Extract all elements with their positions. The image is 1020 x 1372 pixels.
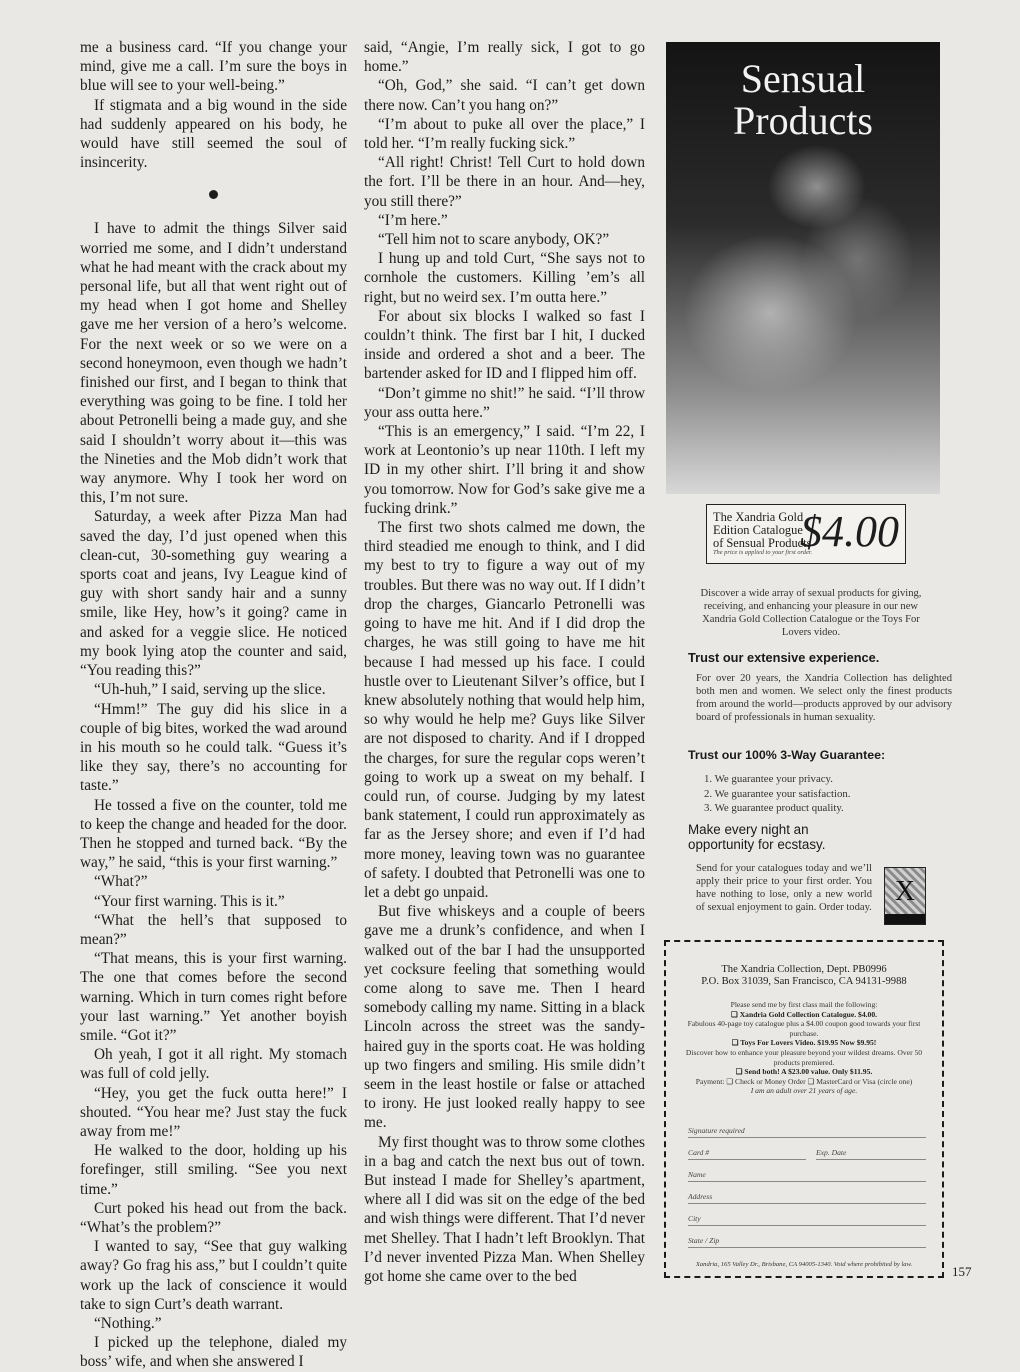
guarantee-heading: Trust our 100% 3-Way Guarantee: [688,748,886,762]
paragraph: He tossed a five on the counter, told me to keep the change and headed for the door. Then he stopped and turned back. “By the way,” he said, “this is your first warning.” [80,796,347,872]
option-video-desc: Discover how to enhance your pleasure beyond your wildest dreams. Over 50 products premiered. [685,1047,923,1067]
xandria-logo [884,867,926,925]
paragraph: I wanted to say, “See that guy walking away? Go frag his ass,” but I couldn’t quite work up the lack of conscience it would take to sign Curt’s death warrant. [80,1238,347,1313]
paragraph: “This is an emergency,” I said. “I’m 22, I work at Leontonio’s up near 110th. I left my ID in my other shirt. I’ll bring it and show you tomorrow. Now for God’s sake give me a fucking drink.” [364,423,645,517]
list-item: 1. We guarantee your privacy. [704,773,833,785]
ad-title-line-2: Products [733,98,873,143]
list-item: 2. We guarantee your satisfaction. [704,787,851,800]
coupon-address [676,964,932,987]
paragraph: The first two shots calmed me down, the third steadied me enough to think, and I did my best to try to figure a way out of my troubles. But there was no way out. If I didn’t drop the charges, Giancarlo Petronelli was going to have me hit. And if I did drop the charges, he was still going to have me hit because I had messed up his face. I could hustle over to Lieutenant Silver’s office, but I knew absolutely nothing that would help him, so why would he help me? Guys like Silver are not disposed to charity. And if I dropped the charges, for sure the regular cops weren’t going to work up a sweat on my behalf. I could run, of course. Judging by my latest bank statement, I could run approximately as far as the Jersey shore; and even if I’d had more money, leaving town was no guarantee of safety. I doubted that Petronelli was one to let a debt go unpaid. [364,519,645,901]
paragraph: Curt poked his head out from the back. “What’s the problem?” [80,1199,347,1236]
paragraph: “All right! Christ! Tell Curt to hold down the fort. I’ll be there in an hour. And—hey, you still there?” [364,154,645,210]
paragraph: “Tell him not to scare anybody, OK?” [378,231,610,249]
paragraph: “Hmm!” The guy did his slice in a couple of big bites, worked the wad around in his mouth so he could talk. “Guess it’s like they say, there’s no accounting for taste.” [80,700,347,795]
payment-options[interactable]: Payment: ❑ Check or Money Order ❑ MasterCard or Visa (circle one) [695,1076,913,1086]
paragraph: “Nothing.” [94,1315,162,1332]
option-video-checkbox[interactable]: ❑ Toys For Lovers Video. $19.95 Now $9.95! [731,1038,877,1048]
option-catalogue-checkbox[interactable]: ❑ Xandria Gold Collection Catalogue. $4.00. [730,1009,878,1019]
option-catalogue-desc: Fabulous 40-page toy catalogue plus a $4.00 coupon good towards your first purchase. [687,1019,921,1038]
address-line-2: P.O. Box 31039, San Francisco, CA 94131-9988 [701,975,907,987]
address-line-1: The Xandria Collection, Dept. PB0996 [721,964,887,975]
paragraph: My first thought was to throw some clothes in a bag and catch the next bus out of town. But instead I made for Shelley’s apartment, where all I did was sit on the edge of the bed and wish things were different. That I’d never met Shelley. That I hadn’t left Brooklyn. That I’d never invented Pizza Man. When Shelley got home she came over to the bed [364,1133,645,1285]
paragraph: “That means, this is your first warning. The one that comes before the second warning. Which in turn comes right before your last warning.” Yet another boyish smile. “Got it?” [80,950,347,1044]
paragraph: I picked up the telephone, dialed my boss’ wife, and when she answered I [80,1334,347,1371]
ecstasy-heading-line-1: Make every night an [688,822,809,837]
ad-title [666,58,940,142]
state-zip-field[interactable]: State / Zip [688,1236,926,1248]
ad-title-line-1: Sensual [740,56,866,101]
trust-heading: Trust our extensive experience. [688,650,880,665]
paragraph: “Oh, God,” she said. “I can’t get down there now. Can’t you hang on?” [364,77,645,114]
coupon-footer: Xandria, 165 Valley Dr., Brisbane, CA 94005-1340. Void where prohibited by law. [695,1261,913,1268]
order-coupon [664,940,944,1278]
coupon-order-options [680,1000,928,1096]
catalogue-line-3: of Sensual Products [713,536,812,550]
article-column-1 [80,38,347,1372]
paragraph: “Your first warning. This is it.” [94,892,285,910]
exp-date-field[interactable]: Exp. Date [816,1148,926,1160]
paragraph: said, “Angie, I’m really sick, I got to go home.” [364,39,645,76]
paragraph: “Don’t gimme no shit!” he said. “I’ll throw your ass outta here.” [364,384,645,421]
article-column-2 [364,38,645,1286]
catalogue-line-2: Edition Catalogue [713,523,803,537]
paragraph: “Uh-huh,” I said, serving up the slice. [94,681,326,699]
send-text: Send for your catalogues today and we’ll apply their price to your first order. You have nothing to lose, only a new world of sexual enjoyment to gain. Order today. [696,863,872,913]
catalogue-note: The price is applied to your first order. [713,549,813,556]
list-item: 3. We guarantee product quality. [704,802,844,814]
paragraph: Saturday, a week after Pizza Man had saved the day, I’d just opened when this clean-cut, 30-something guy wearing a sports coat and jeans, Ivy League kind of guy with short sandy hair and a sunny smile, like Hey, how’s it going? came in and asked for a veggie slice. He noticed my book lying atop the counter and said, “You reading this?” [80,508,347,680]
card-number-field[interactable]: Card # [688,1148,806,1160]
city-field[interactable]: City [688,1214,926,1226]
paragraph: For about six blocks I walked so fast I couldn’t think. The first bar I hit, I ducked inside and ordered a shot and a beer. The bartender asked for ID and I flipped him off. [364,307,645,383]
paragraph: He walked to the door, holding up his forefinger, still smiling. “See you next time.” [80,1142,347,1198]
paragraph: “Hey, you get the fuck outta here!” I shouted. “You hear me? Just stay the fuck away from me!” [80,1084,347,1140]
catalogue-price-box [706,504,906,564]
trust-text: For over 20 years, the Xandria Collection has delighted both men and women. We select only the finest products from around the world—products approved by our advisory board of professionals in human sexuality. [696,673,952,723]
logo-band [885,914,925,924]
catalogue-price: $4.00 [800,507,899,556]
page-number: 157 [952,1264,972,1279]
paragraph: If stigmata and a big wound in the side had suddenly appeared on his body, he would have still seemed the soul of insincerity. [80,96,347,172]
xandria-advertisement [656,42,952,1282]
signature-field[interactable]: Signature required [688,1126,926,1138]
paragraph: But five whiskeys and a couple of beers gave me a drunk’s confidence, and when I walked out of the bar I had the unsupported yet cocksure feeling that something would come along to save me. Then I heard somebody calling my name. Sitting in a black Lincoln across the street was the sandy-haired guy in the sports coat. He was holding up two fingers and smiling. His smile didn’t seem in the least hostile or false or attached to irony. He just looked really happy to see me. [364,903,645,1132]
paragraph: “I’m here.” [378,211,448,229]
address-field[interactable]: Address [688,1192,926,1204]
paragraph: me a business card. “If you change your mind, give me a call. I’m sure the boys in blue will see to your well-being.” [80,39,347,95]
ad-photo [666,42,940,494]
option-both-checkbox[interactable]: ❑ Send both! A $23.00 value. Only $11.95. [735,1067,873,1077]
name-field[interactable]: Name [688,1170,926,1182]
paragraph: Oh yeah, I got it all right. My stomach was full of cold jelly. [80,1046,347,1083]
order-intro: Please send me by first class mail the following: [730,1000,878,1009]
section-break-bullet [209,190,218,199]
logo-mark: X [894,876,916,907]
paragraph: I hung up and told Curt, “She says not to cornhole the customers. Killing ’em’s all right, but no weird sex. I’m outta here.” [364,250,645,306]
age-statement: I am an adult over 21 years of age. [750,1086,858,1096]
ecstasy-heading-line-2: opportunity for ecstasy. [688,837,826,852]
ad-intro: Discover a wide array of sexual products for giving, receiving, and enhancing your pleasure in our new Xandria Gold Collection Catalogue or the Toys For Lovers video. [700,588,922,638]
ecstasy-heading [688,822,825,852]
paragraph: “What?” [94,873,148,891]
paragraph: “What the hell’s that supposed to mean?” [80,911,347,948]
paragraph: I have to admit the things Silver said worried me some, and I didn’t understand what he had meant with the crack about my personal life, but all that went right out of my head when I got home and Shelley gave me her version of a hero’s welcome. For the next week or so we were on a second honeymoon, even though we hadn’t finished our first, and I began to think that everything was going to be fine. I told her about Petronelli being a made guy, and she said I shouldn’t worry about it—this was the Nineties and the Mob didn’t work that way anymore. Why I took her word on this, I’m not sure. [80,220,347,507]
catalogue-line-1: The Xandria Gold [713,510,804,524]
paragraph: “I’m about to puke all over the place,” I told her. “I’m really fucking sick.” [364,115,645,153]
guarantee-list [704,772,850,816]
